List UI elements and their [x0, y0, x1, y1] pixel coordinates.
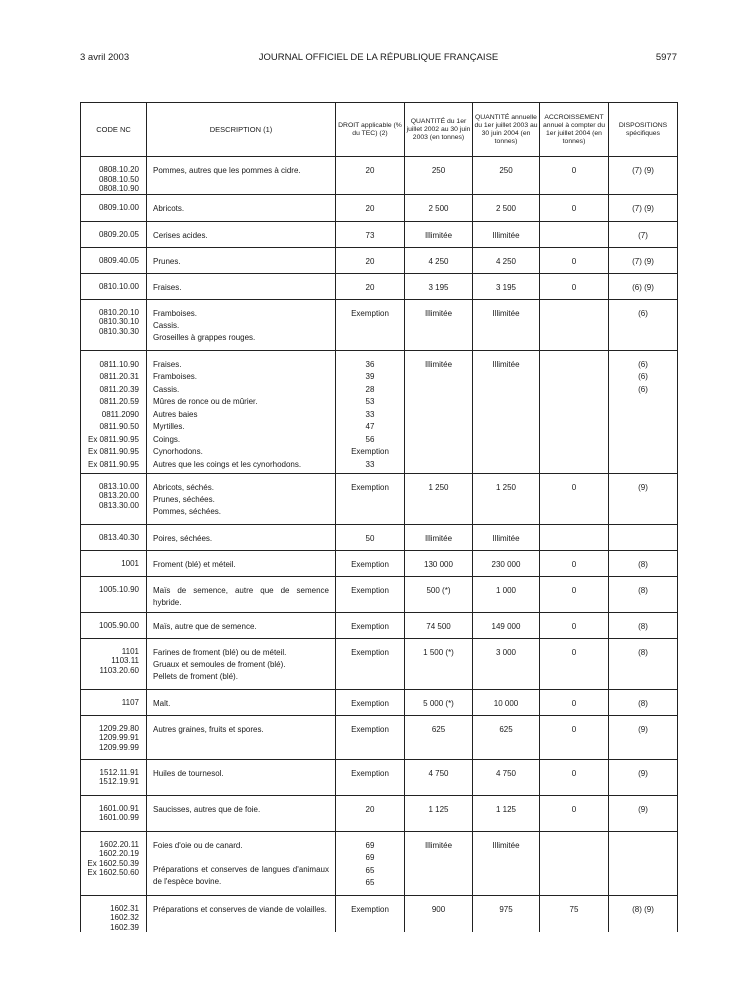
table-row [81, 299, 678, 350]
page-header [80, 52, 677, 66]
nc-code-cell [81, 759, 147, 795]
nc-code: 0811.20.39 [99, 384, 139, 394]
nc-code-cell [81, 194, 147, 221]
header-date: 3 avril 2003 [80, 52, 130, 63]
quantite-2002-cell: 74 500 [405, 612, 473, 638]
dispositions-cell [609, 576, 678, 612]
description-text: Cynorhodons. [153, 447, 203, 456]
nc-code: 1005.90.00 [98, 620, 139, 630]
nc-code: Ex 1602.50.39 [87, 858, 139, 868]
droit-cell [336, 638, 405, 689]
description-text: Abricots, séchés. [153, 482, 214, 492]
description-text: Farines de froment (blé) ou de méteil. [153, 647, 287, 657]
droit-value: Exemption [351, 724, 389, 734]
description-text: Pellets de froment (blé). [153, 671, 238, 681]
description-text: Froment (blé) et méteil. [153, 559, 236, 569]
dispositions-value: (8) [638, 585, 648, 595]
droit-cell [336, 831, 405, 895]
dispositions-cell [609, 350, 678, 473]
accroissement-cell: 0 [540, 194, 609, 221]
nc-code: 0811.20.31 [99, 372, 139, 381]
nc-code: 1001 [121, 558, 139, 568]
quantite-annuelle-cell: 230 000 [473, 550, 540, 576]
nc-code-cell [81, 550, 147, 576]
description-cell [147, 612, 336, 638]
dispositions-cell [609, 795, 678, 831]
quantite-2002-cell: Illimitée [405, 831, 473, 895]
quantite-2002-cell: Illimitée [405, 299, 473, 350]
quantite-2002-cell: 500 (*) [405, 576, 473, 612]
droit-cell [336, 157, 405, 195]
droit-value: 73 [365, 230, 375, 240]
dispositions-value: (6) [638, 359, 648, 369]
dispositions-cell [609, 194, 678, 221]
nc-code: 0810.10.00 [98, 281, 139, 291]
droit-value: 50 [365, 533, 375, 543]
quantite-2002-cell: 900 [405, 895, 473, 932]
description-text: Autres graines, fruits et spores. [153, 724, 264, 734]
dispositions-cell [609, 247, 678, 273]
description-text: Huiles de tournesol. [153, 768, 224, 778]
droit-cell [336, 895, 405, 932]
droit-value: 20 [365, 203, 375, 213]
quantite-annuelle-cell: 3 195 [473, 273, 540, 299]
nc-code: 0808.10.90 [98, 184, 139, 193]
quantite-annuelle-cell: 1 125 [473, 795, 540, 831]
droit-value: Exemption [351, 698, 389, 708]
table-row [81, 473, 678, 524]
nc-code-cell [81, 473, 147, 524]
nc-code: Ex 1602.50.60 [87, 868, 139, 877]
quantite-annuelle-cell: Illimitée [473, 831, 540, 895]
droit-value: Exemption [351, 768, 389, 778]
dispositions-value: (9) [638, 768, 648, 778]
droit-value: Exemption [351, 482, 389, 492]
table-row [81, 638, 678, 689]
quantite-annuelle-cell: 4 750 [473, 759, 540, 795]
accroissement-cell: 0 [540, 638, 609, 689]
dispositions-value: (6) [638, 372, 648, 381]
description-text: Cassis. [153, 320, 180, 330]
tariff-quota-table [80, 102, 678, 932]
quantite-annuelle-cell: Illimitée [473, 350, 540, 473]
table-row [81, 221, 678, 247]
dispositions-cell [609, 895, 678, 932]
description-text: Fraises. [153, 359, 182, 369]
dispositions-value: (9) [638, 804, 648, 814]
droit-value: 20 [365, 166, 375, 175]
accroissement-cell: 0 [540, 157, 609, 195]
description-text: Cerises acides. [153, 230, 208, 240]
description-text: Foies d'oie ou de canard. [153, 840, 243, 850]
droit-value: 20 [365, 282, 375, 292]
droit-value: 65 [365, 865, 375, 875]
nc-code: 1601.00.99 [98, 813, 139, 822]
droit-value: 69 [365, 840, 375, 850]
nc-code: 0809.40.05 [98, 255, 139, 265]
quantite-2002-cell: Illimitée [405, 350, 473, 473]
accroissement-cell [540, 831, 609, 895]
description-cell [147, 273, 336, 299]
quantite-2002-cell: 5 000 (*) [405, 689, 473, 715]
nc-code: 0808.10.20 [98, 165, 139, 174]
nc-code-cell [81, 689, 147, 715]
nc-code-cell [81, 638, 147, 689]
description-text: Pommes, autres que les pommes à cidre. [153, 166, 301, 175]
droit-cell [336, 715, 405, 759]
nc-code: 1101 [121, 646, 139, 656]
nc-code: 1103.11 [111, 656, 139, 665]
description-text: Myrtilles. [153, 422, 185, 431]
description-text: Maïs de semence, autre que de semence hybride. [153, 585, 329, 607]
description-text: Préparations et conserves de viande de volailles. [153, 904, 327, 914]
accroissement-cell: 0 [540, 550, 609, 576]
description-text: Coings. [153, 434, 181, 444]
nc-code: Ex 0811.90.95 [87, 447, 139, 456]
quantite-annuelle-cell: Illimitée [473, 524, 540, 550]
nc-code: 1602.39 [110, 922, 139, 932]
table-row [81, 157, 678, 195]
dispositions-value: (7) (9) [632, 256, 654, 266]
dispositions-value: (6) [638, 384, 648, 394]
nc-code: 0813.40.30 [98, 532, 139, 542]
droit-value: Exemption [351, 308, 389, 318]
description-cell [147, 194, 336, 221]
description-text: Mûres de ronce ou de mûrier. [153, 397, 258, 406]
droit-value: Exemption [351, 621, 389, 631]
quantite-annuelle-cell: 1 000 [473, 576, 540, 612]
table-row [81, 524, 678, 550]
nc-code: 0810.20.10 [98, 307, 139, 317]
quantite-2002-cell: 4 750 [405, 759, 473, 795]
dispositions-value: (7) (9) [632, 203, 654, 213]
dispositions-value: (7) [638, 230, 648, 240]
quantite-annuelle-cell: Illimitée [473, 221, 540, 247]
accroissement-cell: 0 [540, 689, 609, 715]
droit-cell [336, 350, 405, 473]
description-text: Abricots. [153, 203, 185, 213]
table-row [81, 689, 678, 715]
droit-cell [336, 524, 405, 550]
droit-cell [336, 759, 405, 795]
dispositions-cell [609, 157, 678, 195]
nc-code-cell [81, 795, 147, 831]
header-page-number: 5977 [655, 52, 677, 63]
table-row [81, 715, 678, 759]
nc-code-cell [81, 350, 147, 473]
description-text [153, 852, 329, 864]
quantite-annuelle-cell: 1 250 [473, 473, 540, 524]
nc-code: 0810.30.30 [98, 326, 139, 336]
nc-code-cell [81, 576, 147, 612]
dispositions-value: (8) [638, 698, 648, 708]
accroissement-cell: 0 [540, 247, 609, 273]
col-header-quantite-annuelle: QUANTITÉ annuelle du 1er juillet 2003 au 30 juin 2004 (en tonnes) [473, 103, 540, 157]
nc-code-cell [81, 895, 147, 932]
description-text: Fraises. [153, 282, 182, 292]
nc-code: 0809.20.05 [98, 229, 139, 239]
accroissement-cell: 0 [540, 715, 609, 759]
droit-value: 39 [365, 372, 375, 381]
description-text: Cassis. [153, 384, 180, 394]
nc-code: 0809.10.00 [98, 202, 139, 212]
description-text: Malt. [153, 698, 171, 708]
col-header-accroissement: ACCROISSEMENT annuel à compter du 1er juillet 2004 (en tonnes) [540, 103, 609, 157]
description-cell [147, 247, 336, 273]
nc-code-cell [81, 524, 147, 550]
quantite-2002-cell: 2 500 [405, 194, 473, 221]
droit-value: Exemption [351, 559, 389, 569]
description-text: Autres que les coings et les cynorhodons. [153, 459, 302, 469]
description-text: Maïs, autre que de semence. [153, 621, 257, 631]
table-row [81, 273, 678, 299]
table-row [81, 350, 678, 473]
nc-code: Ex 0811.90.95 [87, 434, 139, 444]
droit-value: 36 [365, 359, 375, 369]
dispositions-value: (8) [638, 559, 648, 569]
nc-code: 0811.20.59 [99, 397, 139, 406]
table-row [81, 612, 678, 638]
droit-value: 56 [365, 434, 375, 444]
accroissement-cell [540, 299, 609, 350]
nc-code: Ex 0811.90.95 [87, 459, 139, 469]
droit-value: 33 [365, 409, 375, 419]
droit-value: Exemption [351, 585, 389, 595]
accroissement-cell [540, 350, 609, 473]
droit-value: Exemption [351, 447, 389, 456]
nc-code-cell [81, 299, 147, 350]
nc-code: 0813.20.00 [98, 491, 139, 500]
droit-value: Exemption [351, 904, 389, 914]
dispositions-value: (8) [638, 621, 648, 631]
dispositions-cell [609, 221, 678, 247]
quantite-annuelle-cell: 2 500 [473, 194, 540, 221]
nc-code: 0813.10.00 [98, 481, 139, 491]
header-title: JOURNAL OFFICIEL DE LA RÉPUBLIQUE FRANÇAISE [258, 52, 499, 63]
description-text: Poires, séchées. [153, 533, 213, 543]
dispositions-value: (9) [638, 482, 648, 492]
dispositions-value: (6) [638, 308, 648, 318]
accroissement-cell [540, 221, 609, 247]
col-header-droit: DROIT applicable (% du TEC) (2) [336, 103, 405, 157]
col-header-description: DESCRIPTION (1) [147, 103, 336, 157]
droit-cell [336, 576, 405, 612]
nc-code: 1512.11.91 [99, 767, 139, 777]
nc-code: 0811.10.90 [99, 359, 139, 369]
table-row [81, 576, 678, 612]
nc-code: 1209.99.99 [98, 742, 139, 752]
nc-code-cell [81, 715, 147, 759]
dispositions-cell [609, 473, 678, 524]
nc-code: 1512.19.91 [98, 777, 139, 786]
accroissement-cell: 0 [540, 273, 609, 299]
droit-cell [336, 795, 405, 831]
droit-value: 33 [365, 459, 375, 469]
quantite-2002-cell: Illimitée [405, 221, 473, 247]
description-cell [147, 759, 336, 795]
droit-cell [336, 612, 405, 638]
table-row [81, 895, 678, 932]
quantite-annuelle-cell: 3 000 [473, 638, 540, 689]
description-cell [147, 221, 336, 247]
dispositions-cell [609, 759, 678, 795]
nc-code-cell [81, 612, 147, 638]
nc-code: 0810.30.10 [98, 317, 139, 326]
nc-code: 1602.20.19 [98, 849, 139, 858]
droit-value: 20 [365, 256, 375, 266]
description-text: Framboises. [153, 372, 198, 381]
dispositions-cell [609, 299, 678, 350]
description-text: Framboises. [153, 308, 198, 318]
description-cell [147, 638, 336, 689]
accroissement-cell: 0 [540, 759, 609, 795]
quantite-2002-cell: 130 000 [405, 550, 473, 576]
accroissement-cell: 0 [540, 473, 609, 524]
description-text: Pommes, séchées. [153, 506, 222, 516]
quantite-2002-cell: 3 195 [405, 273, 473, 299]
quantite-annuelle-cell: 4 250 [473, 247, 540, 273]
description-text: Gruaux et semoules de froment (blé). [153, 659, 286, 669]
quantite-2002-cell: 250 [405, 157, 473, 195]
dispositions-value: (8) (9) [632, 904, 654, 914]
quantite-annuelle-cell: 149 000 [473, 612, 540, 638]
quantite-2002-cell: 625 [405, 715, 473, 759]
droit-cell [336, 689, 405, 715]
description-cell [147, 473, 336, 524]
quantite-annuelle-cell: 975 [473, 895, 540, 932]
nc-code: 1005.10.90 [98, 584, 139, 594]
description-cell [147, 157, 336, 195]
accroissement-cell [540, 524, 609, 550]
nc-code: 1209.29.80 [98, 723, 139, 733]
quantite-annuelle-cell: Illimitée [473, 299, 540, 350]
nc-code: 1209.99.91 [98, 733, 139, 742]
description-cell [147, 795, 336, 831]
description-cell [147, 550, 336, 576]
dispositions-cell [609, 273, 678, 299]
droit-value: 20 [365, 804, 375, 814]
accroissement-cell: 0 [540, 576, 609, 612]
description-text: Prunes, séchées. [153, 494, 215, 504]
nc-code-cell [81, 221, 147, 247]
dispositions-value: (6) (9) [632, 282, 654, 292]
quantite-annuelle-cell: 10 000 [473, 689, 540, 715]
quantite-annuelle-cell: 625 [473, 715, 540, 759]
droit-cell [336, 221, 405, 247]
description-cell [147, 895, 336, 932]
droit-cell [336, 299, 405, 350]
description-text: Groseilles à grappes rouges. [153, 332, 256, 342]
table-row [81, 247, 678, 273]
dispositions-cell [609, 550, 678, 576]
nc-code-cell [81, 157, 147, 195]
nc-code: 1602.20.11 [99, 839, 139, 849]
droit-value: Exemption [351, 647, 389, 657]
dispositions-cell [609, 831, 678, 895]
dispositions-value: (9) [638, 724, 648, 734]
col-header-quantite-2002: QUANTITÉ du 1er juillet 2002 au 30 juin 2003 (en tonnes) [405, 103, 473, 157]
description-cell [147, 715, 336, 759]
quantite-2002-cell: 1 500 (*) [405, 638, 473, 689]
quantite-2002-cell: Illimitée [405, 524, 473, 550]
droit-cell [336, 247, 405, 273]
dispositions-cell [609, 524, 678, 550]
table-row [81, 831, 678, 895]
description-text: Préparations et conserves de langues d'animaux de l'espèce bovine. [153, 864, 329, 886]
nc-code: 1602.31 [110, 903, 139, 913]
droit-value: 47 [365, 422, 375, 431]
nc-code-cell [81, 831, 147, 895]
description-cell [147, 576, 336, 612]
table-row [81, 194, 678, 221]
dispositions-value: (8) [638, 647, 648, 657]
dispositions-cell [609, 612, 678, 638]
droit-value: 28 [365, 384, 375, 394]
droit-value: 53 [365, 397, 375, 406]
nc-code: 0813.30.00 [98, 500, 139, 510]
accroissement-cell: 75 [540, 895, 609, 932]
description-cell [147, 689, 336, 715]
dispositions-cell [609, 689, 678, 715]
droit-value: 65 [365, 878, 375, 887]
nc-code: 1107 [121, 697, 139, 707]
nc-code: 1602.32 [110, 913, 139, 922]
droit-cell [336, 550, 405, 576]
nc-code: 0811.2090 [101, 409, 139, 419]
dispositions-cell [609, 715, 678, 759]
description-cell [147, 524, 336, 550]
description-text: Autres baies [153, 409, 198, 419]
quantite-annuelle-cell: 250 [473, 157, 540, 195]
description-cell [147, 831, 336, 895]
quantite-2002-cell: 1 125 [405, 795, 473, 831]
table-row [81, 759, 678, 795]
nc-code-cell [81, 273, 147, 299]
accroissement-cell: 0 [540, 612, 609, 638]
droit-cell [336, 194, 405, 221]
description-cell [147, 299, 336, 350]
nc-code: 1601.00.91 [98, 803, 139, 813]
table-row [81, 795, 678, 831]
accroissement-cell: 0 [540, 795, 609, 831]
dispositions-value: (7) (9) [632, 166, 654, 175]
description-text: Saucisses, autres que de foie. [153, 804, 261, 814]
col-header-dispositions: DISPOSITIONS spécifiques [609, 103, 678, 157]
droit-cell [336, 473, 405, 524]
col-header-code: CODE NC [81, 103, 147, 157]
table-header-row [81, 103, 678, 157]
description-text: Prunes. [153, 256, 181, 266]
droit-value: 69 [365, 853, 375, 862]
dispositions-cell [609, 638, 678, 689]
droit-cell [336, 273, 405, 299]
nc-code: 0808.10.50 [98, 174, 139, 184]
table-row [81, 550, 678, 576]
nc-code-cell [81, 247, 147, 273]
nc-code: 0811.90.50 [99, 422, 139, 431]
quantite-2002-cell: 4 250 [405, 247, 473, 273]
quantite-2002-cell: 1 250 [405, 473, 473, 524]
description-cell [147, 350, 336, 473]
nc-code: 1103.20.60 [99, 665, 139, 675]
